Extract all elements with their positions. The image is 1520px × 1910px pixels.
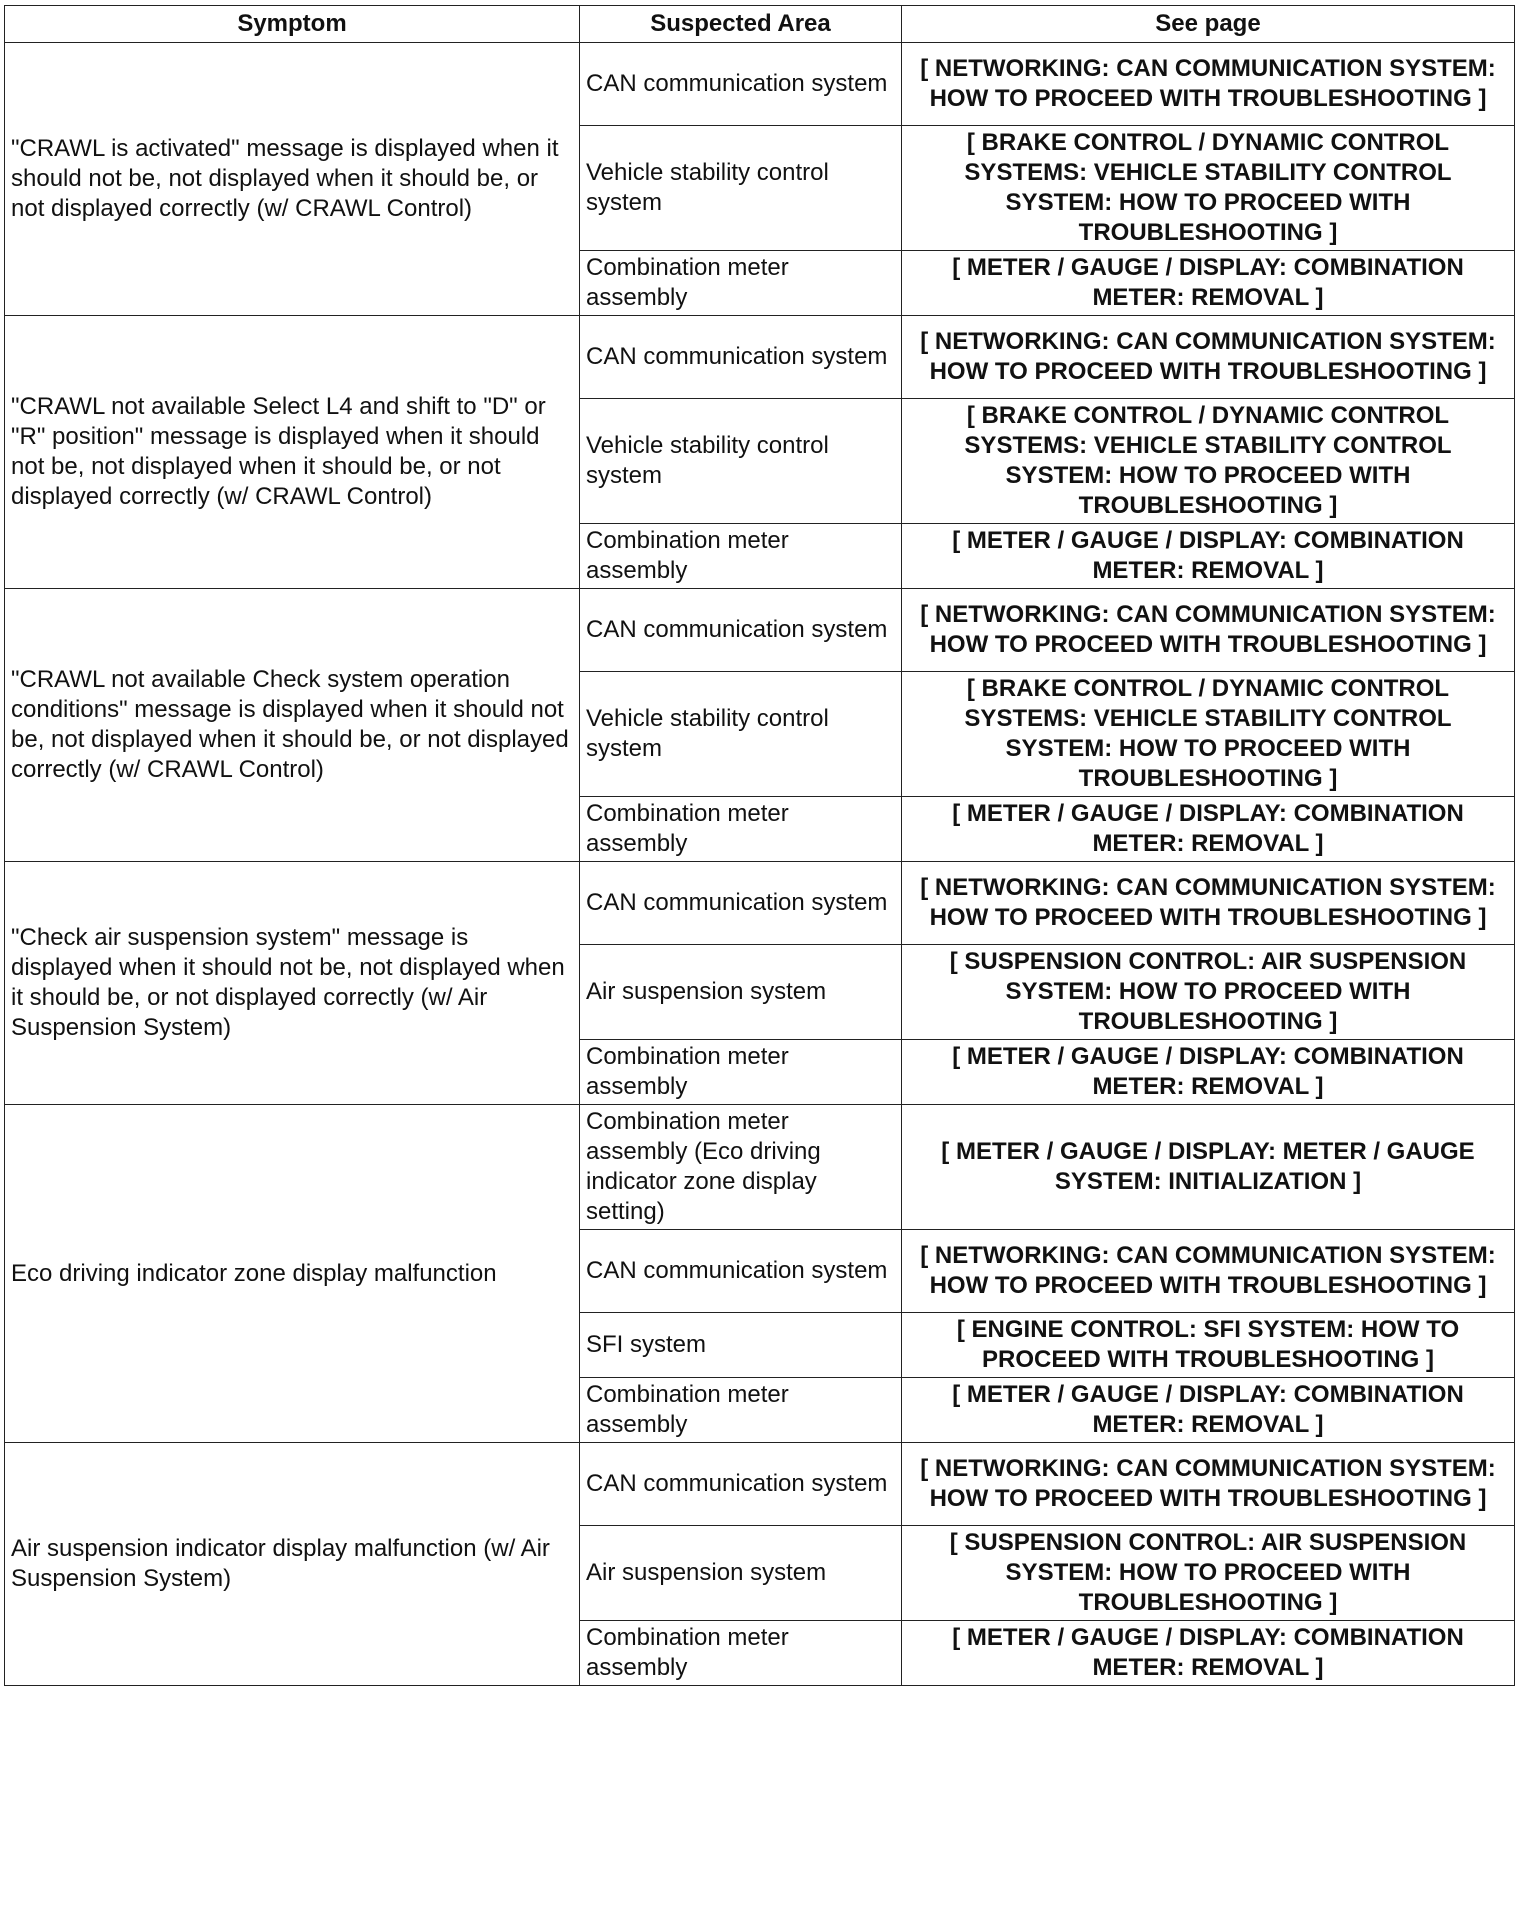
- table-row: [5, 1105, 1515, 1230]
- see-page-link[interactable]: [ BRAKE CONTROL / DYNAMIC CONTROL SYSTEMS: VEHICLE STABILITY CONTROL SYSTEM: HOW TO PROCEED WITH TROUBLESHOOTING ]: [902, 399, 1515, 524]
- see-page-link[interactable]: [ NETWORKING: CAN COMMUNICATION SYSTEM: HOW TO PROCEED WITH TROUBLESHOOTING ]: [902, 1443, 1515, 1526]
- suspected-area-cell: CAN communication system: [580, 1443, 902, 1526]
- see-page-link[interactable]: [ NETWORKING: CAN COMMUNICATION SYSTEM: HOW TO PROCEED WITH TROUBLESHOOTING ]: [902, 862, 1515, 945]
- see-page-link[interactable]: [ METER / GAUGE / DISPLAY: COMBINATION METER: REMOVAL ]: [902, 251, 1515, 316]
- troubleshooting-table-container: [4, 5, 1514, 1686]
- suspected-area-cell: Combination meter assembly: [580, 1621, 902, 1686]
- suspected-area-cell: CAN communication system: [580, 43, 902, 126]
- suspected-area-cell: Vehicle stability control system: [580, 672, 902, 797]
- see-page-link[interactable]: [ METER / GAUGE / DISPLAY: COMBINATION METER: REMOVAL ]: [902, 524, 1515, 589]
- suspected-area-cell: Combination meter assembly: [580, 524, 902, 589]
- table-body: [5, 43, 1515, 1686]
- suspected-area-cell: CAN communication system: [580, 316, 902, 399]
- see-page-link[interactable]: [ METER / GAUGE / DISPLAY: COMBINATION METER: REMOVAL ]: [902, 797, 1515, 862]
- see-page-link[interactable]: [ NETWORKING: CAN COMMUNICATION SYSTEM: HOW TO PROCEED WITH TROUBLESHOOTING ]: [902, 43, 1515, 126]
- header-suspected-area: Suspected Area: [580, 6, 902, 43]
- suspected-area-cell: Combination meter assembly: [580, 251, 902, 316]
- suspected-area-cell: Air suspension system: [580, 945, 902, 1040]
- see-page-link[interactable]: [ METER / GAUGE / DISPLAY: COMBINATION METER: REMOVAL ]: [902, 1040, 1515, 1105]
- suspected-area-cell: Combination meter assembly (Eco driving indicator zone display setting): [580, 1105, 902, 1230]
- suspected-area-cell: Vehicle stability control system: [580, 126, 902, 251]
- see-page-link[interactable]: [ NETWORKING: CAN COMMUNICATION SYSTEM: HOW TO PROCEED WITH TROUBLESHOOTING ]: [902, 316, 1515, 399]
- see-page-link[interactable]: [ NETWORKING: CAN COMMUNICATION SYSTEM: HOW TO PROCEED WITH TROUBLESHOOTING ]: [902, 1230, 1515, 1313]
- suspected-area-cell: CAN communication system: [580, 589, 902, 672]
- symptom-cell: "CRAWL not available Select L4 and shift to "D" or "R" position" message is displayed when it should not be, not displayed when it should be, or not displayed correctly (w/ CRAWL Control): [5, 316, 580, 589]
- table-row: [5, 862, 1515, 945]
- suspected-area-cell: CAN communication system: [580, 862, 902, 945]
- see-page-link[interactable]: [ ENGINE CONTROL: SFI SYSTEM: HOW TO PROCEED WITH TROUBLESHOOTING ]: [902, 1313, 1515, 1378]
- see-page-link[interactable]: [ BRAKE CONTROL / DYNAMIC CONTROL SYSTEMS: VEHICLE STABILITY CONTROL SYSTEM: HOW TO PROCEED WITH TROUBLESHOOTING ]: [902, 126, 1515, 251]
- suspected-area-cell: Combination meter assembly: [580, 1378, 902, 1443]
- table-row: [5, 316, 1515, 399]
- symptom-cell: "CRAWL is activated" message is displayed when it should not be, not displayed when it should be, or not displayed correctly (w/ CRAWL Control): [5, 43, 580, 316]
- suspected-area-cell: Vehicle stability control system: [580, 399, 902, 524]
- symptom-cell: "Check air suspension system" message is displayed when it should not be, not displayed when it should be, or not displayed correctly (w/ Air Suspension System): [5, 862, 580, 1105]
- symptom-cell: "CRAWL not available Check system operation conditions" message is displayed when it should not be, not displayed when it should be, or not displayed correctly (w/ CRAWL Control): [5, 589, 580, 862]
- see-page-link[interactable]: [ BRAKE CONTROL / DYNAMIC CONTROL SYSTEMS: VEHICLE STABILITY CONTROL SYSTEM: HOW TO PROCEED WITH TROUBLESHOOTING ]: [902, 672, 1515, 797]
- see-page-link[interactable]: [ SUSPENSION CONTROL: AIR SUSPENSION SYSTEM: HOW TO PROCEED WITH TROUBLESHOOTING ]: [902, 1526, 1515, 1621]
- header-see-page: See page: [902, 6, 1515, 43]
- suspected-area-cell: Air suspension system: [580, 1526, 902, 1621]
- symptom-cell: Air suspension indicator display malfunction (w/ Air Suspension System): [5, 1443, 580, 1686]
- suspected-area-cell: SFI system: [580, 1313, 902, 1378]
- see-page-link[interactable]: [ SUSPENSION CONTROL: AIR SUSPENSION SYSTEM: HOW TO PROCEED WITH TROUBLESHOOTING ]: [902, 945, 1515, 1040]
- see-page-link[interactable]: [ METER / GAUGE / DISPLAY: COMBINATION METER: REMOVAL ]: [902, 1378, 1515, 1443]
- header-symptom: Symptom: [5, 6, 580, 43]
- table-row: [5, 1443, 1515, 1526]
- table-row: [5, 589, 1515, 672]
- table-row: [5, 43, 1515, 126]
- suspected-area-cell: Combination meter assembly: [580, 1040, 902, 1105]
- header-row: [5, 6, 1515, 43]
- see-page-link[interactable]: [ METER / GAUGE / DISPLAY: METER / GAUGE SYSTEM: INITIALIZATION ]: [902, 1105, 1515, 1230]
- see-page-link[interactable]: [ NETWORKING: CAN COMMUNICATION SYSTEM: HOW TO PROCEED WITH TROUBLESHOOTING ]: [902, 589, 1515, 672]
- problem-symptoms-table: [4, 5, 1515, 1686]
- suspected-area-cell: CAN communication system: [580, 1230, 902, 1313]
- see-page-link[interactable]: [ METER / GAUGE / DISPLAY: COMBINATION METER: REMOVAL ]: [902, 1621, 1515, 1686]
- suspected-area-cell: Combination meter assembly: [580, 797, 902, 862]
- symptom-cell: Eco driving indicator zone display malfunction: [5, 1105, 580, 1443]
